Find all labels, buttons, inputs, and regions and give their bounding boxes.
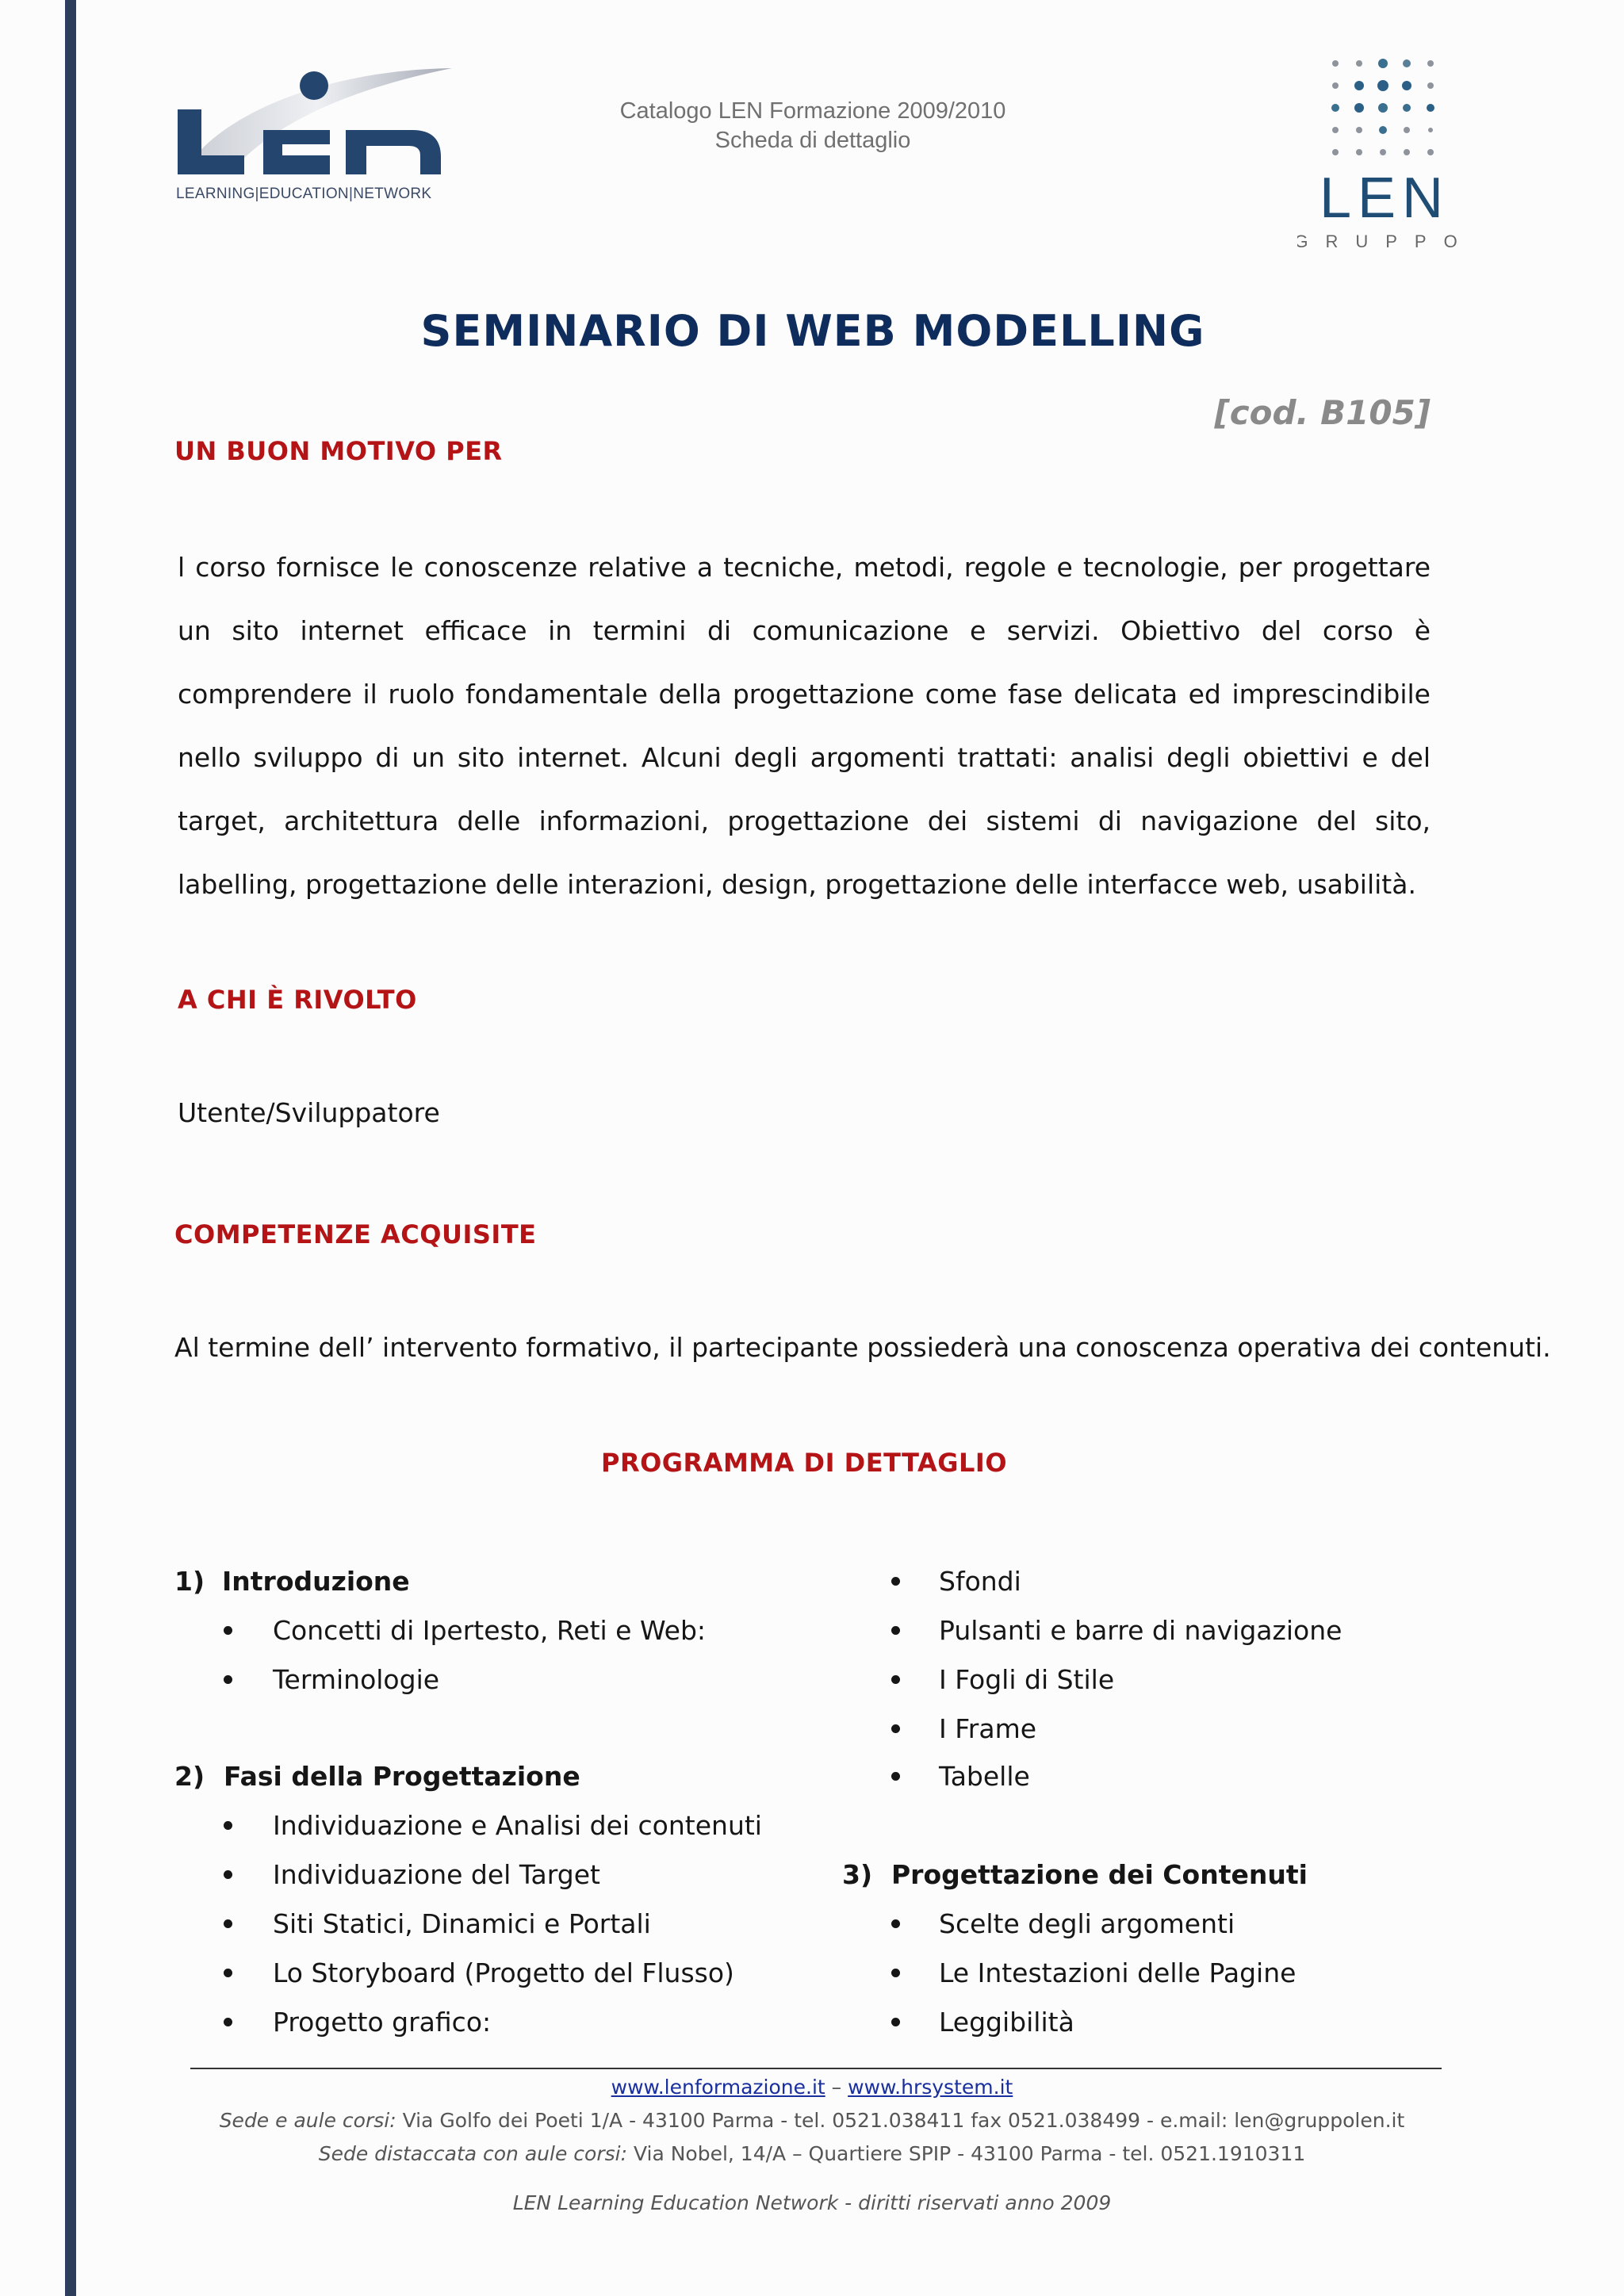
list-item: Scelte degli argomenti bbox=[891, 1900, 1235, 1949]
section-number: 1) bbox=[174, 1566, 205, 1597]
footer-distaccata-label: Sede distaccata con aule corsi: bbox=[318, 2142, 627, 2165]
gruppo-len-logo-graphic bbox=[1297, 54, 1480, 256]
section-title: Progettazione dei Contenuti bbox=[891, 1859, 1308, 1890]
hrsystem-link[interactable]: www.hrsystem.it bbox=[848, 2076, 1013, 2099]
footer-address bbox=[71, 2109, 1553, 2132]
list-item: Concetti di Ipertesto, Reti e Web: bbox=[224, 1606, 706, 1655]
footer-branch bbox=[71, 2142, 1553, 2165]
catalog-subtitle: Scheda di dettaglio bbox=[714, 128, 911, 153]
catalog-header bbox=[539, 97, 1086, 155]
footer-sede-text: Via Golfo dei Poeti 1/A - 43100 Parma - tel. 0521.038411 fax 0521.038499 - e.mail: len@gruppolen.it bbox=[402, 2109, 1405, 2132]
section-number: 2) bbox=[174, 1761, 205, 1792]
section-title: Fasi della Progettazione bbox=[224, 1761, 580, 1792]
section-1-heading bbox=[174, 1557, 410, 1606]
section-3-heading bbox=[842, 1850, 1308, 1900]
footer-divider bbox=[190, 2068, 1442, 2069]
lenformazione-link[interactable]: www.lenformazione.it bbox=[611, 2076, 825, 2099]
list-item: Le Intestazioni delle Pagine bbox=[891, 1949, 1296, 1998]
page-side-bar bbox=[65, 0, 76, 2296]
page-title: SEMINARIO DI WEB MODELLING bbox=[420, 306, 1205, 356]
gruppo-logo-text: LEN bbox=[1319, 166, 1450, 230]
footer-links bbox=[71, 2076, 1553, 2099]
footer-sede-label: Sede e aule corsi: bbox=[219, 2109, 396, 2132]
list-item: Lo Storyboard (Progetto del Flusso) bbox=[224, 1949, 734, 1998]
gruppo-len-logo bbox=[1297, 54, 1480, 256]
competenze-text: Al termine dell’ intervento formativo, il partecipante possiederà una conoscenza operativa dei contenuti. bbox=[174, 1332, 1551, 1363]
section-title: Introduzione bbox=[222, 1566, 410, 1597]
list-item: Individuazione e Analisi dei contenuti bbox=[224, 1801, 762, 1850]
list-item: Pulsanti e barre di navigazione bbox=[891, 1606, 1342, 1655]
gruppo-logo-subtext: GRUPPO bbox=[1297, 232, 1475, 251]
catalog-title: Catalogo LEN Formazione 2009/2010 bbox=[619, 98, 1006, 124]
list-item: Individuazione del Target bbox=[224, 1850, 600, 1900]
list-item: Tabelle bbox=[891, 1752, 1030, 1801]
list-item: Siti Statici, Dinamici e Portali bbox=[224, 1900, 651, 1949]
list-item: Sfondi bbox=[891, 1557, 1021, 1606]
list-item: Terminologie bbox=[224, 1655, 439, 1705]
section-2-heading bbox=[174, 1752, 580, 1801]
rivolto-heading: A CHI È RIVOLTO bbox=[178, 985, 417, 1015]
footer-separator: – bbox=[831, 2076, 842, 2099]
motivo-heading: UN BUON MOTIVO PER bbox=[174, 436, 503, 466]
footer-distaccata-text: Via Nobel, 14/A – Quartiere SPIP - 43100 Parma - tel. 0521.1910311 bbox=[633, 2142, 1306, 2165]
footer-copyright: LEN Learning Education Network - diritti riservati anno 2009 bbox=[512, 2191, 1112, 2214]
logo-tagline: LEARNING|EDUCATION|NETWORK bbox=[176, 186, 432, 202]
course-code: [cod. B105] bbox=[1214, 393, 1431, 432]
list-item: I Fogli di Stile bbox=[891, 1655, 1114, 1705]
section-number: 3) bbox=[842, 1859, 873, 1890]
len-logo bbox=[174, 62, 460, 212]
motivo-paragraph: l corso fornisce le conoscenze relative a tecniche, metodi, regole e tecnologie, per progettare un sito internet efficace in termini di comunicazione e servizi. Obiettivo del corso è comprendere il ruolo fondamentale della progettazione come fase delicata ed imprescindibile nello sviluppo di un sito internet. Alcuni degli argomenti trattati: analisi degli obiettivi e del target, architettura delle informazioni, progettazione dei sistemi di navigazione del sito, labelling, progettazione delle interazioni, design, progettazione delle interfacce web, usabilità. bbox=[178, 552, 1431, 900]
list-item: Progetto grafico: bbox=[224, 1998, 491, 2047]
programma-heading: PROGRAMMA DI DETTAGLIO bbox=[600, 1448, 1008, 1478]
rivolto-text: Utente/Sviluppatore bbox=[178, 1097, 440, 1128]
list-item: Leggibilità bbox=[891, 1998, 1074, 2047]
competenze-heading: COMPETENZE ACQUISITE bbox=[174, 1219, 537, 1249]
list-item: I Frame bbox=[891, 1705, 1036, 1754]
